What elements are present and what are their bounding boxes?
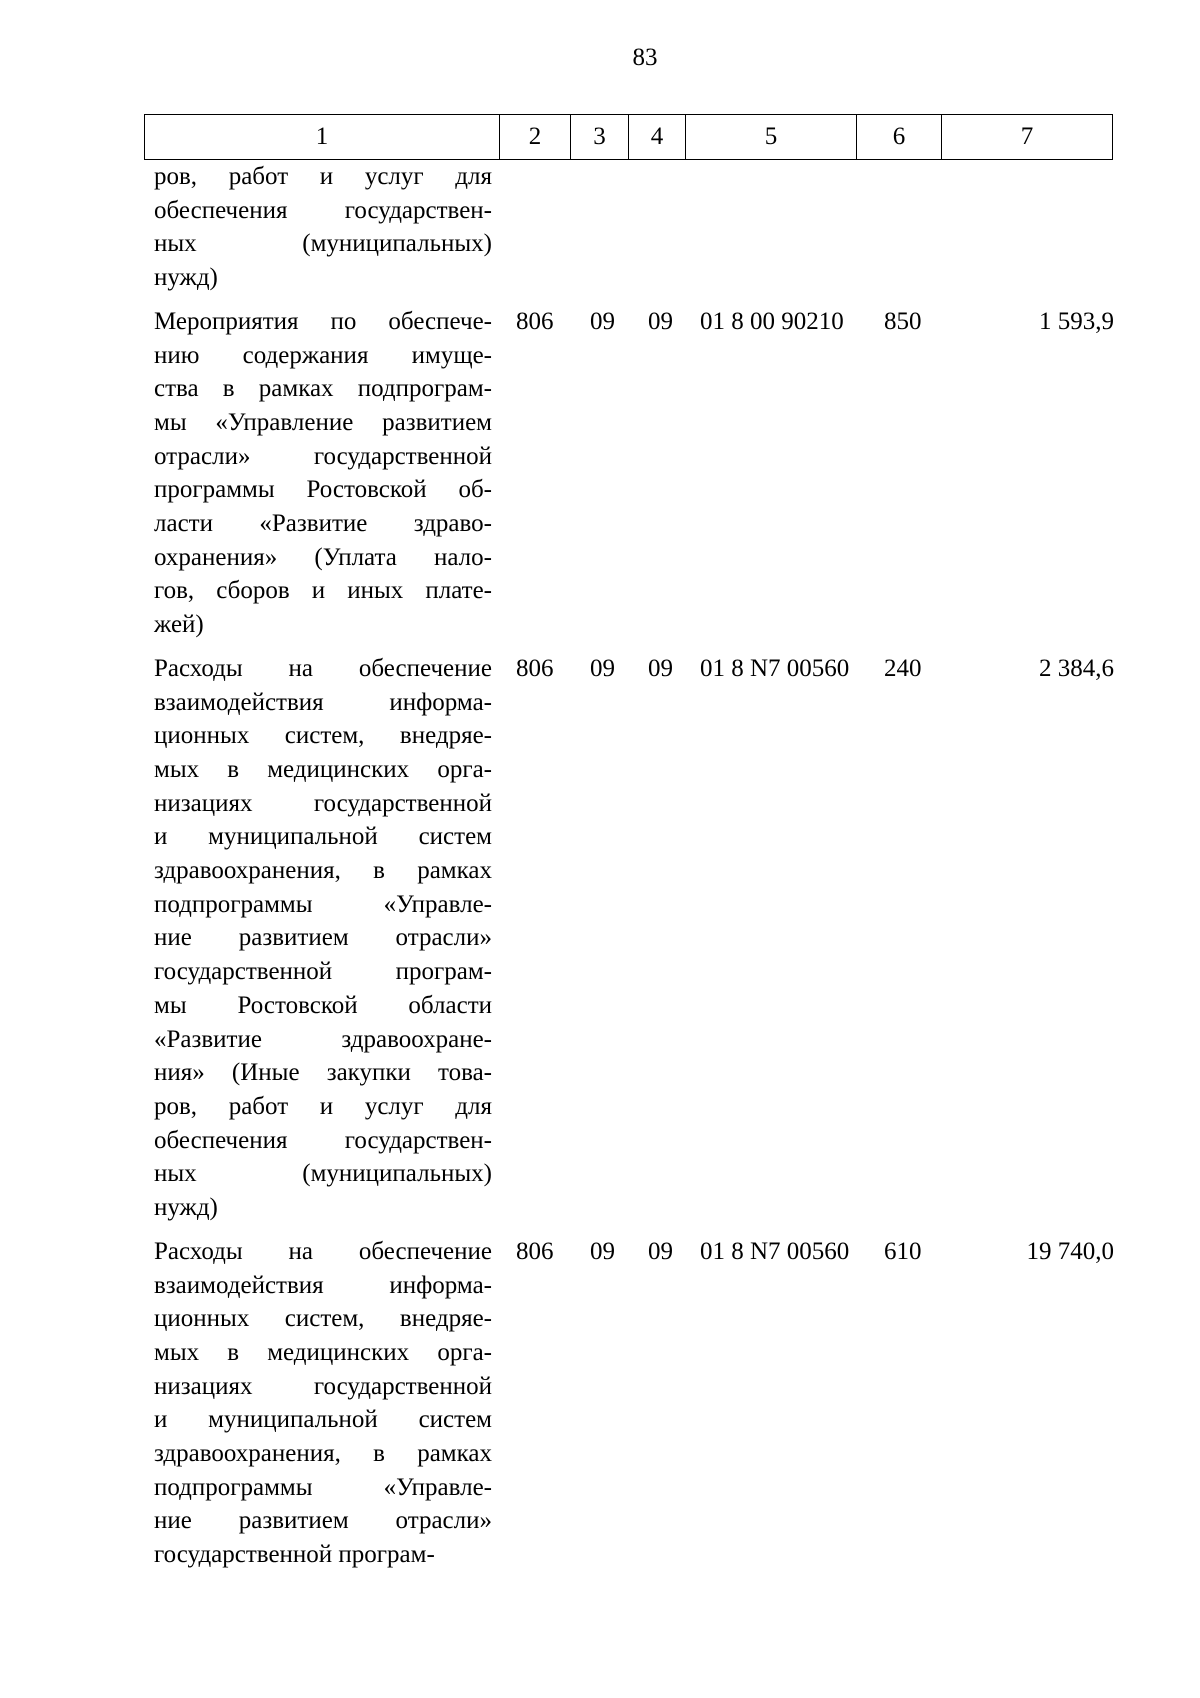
description-line: ства в рамках подпрограм- <box>154 375 492 403</box>
row-col-7: 1 593,9 <box>1039 307 1114 335</box>
description-line: мых в медицинских орга- <box>154 755 492 783</box>
header-col-1: 1 <box>145 115 500 160</box>
description-line: ров, работ и услуг для <box>154 1092 492 1120</box>
description-line: Расходы на обеспечение <box>154 654 492 682</box>
description-line: мы «Управление развитием <box>154 408 492 436</box>
description-line: здравоохранения, в рамках <box>154 857 492 885</box>
description-line: ние развитием отрасли» <box>154 1507 492 1535</box>
description-line: государственной програм- <box>154 958 492 986</box>
description-line: низациях государственной <box>154 1372 492 1400</box>
description-line: подпрограммы «Управле- <box>154 890 492 918</box>
row-col-6: 240 <box>884 654 922 682</box>
description-line: подпрограммы «Управле- <box>154 1473 492 1501</box>
description-line: взаимодействия информа- <box>154 688 492 716</box>
description-line: ров, работ и услуг для <box>154 163 492 190</box>
table-row <box>154 1235 1114 1572</box>
page-number: 83 <box>632 44 658 71</box>
description-line: охранения» (Уплата нало- <box>154 543 492 571</box>
description-line: обеспечения государствен- <box>154 196 492 224</box>
header-col-7: 7 <box>942 115 1113 160</box>
description-line: взаимодействия информа- <box>154 1271 492 1299</box>
row-col-7: 2 384,6 <box>1039 654 1114 682</box>
description-line: ционных систем, внедряе- <box>154 1305 492 1333</box>
description-line: гов, сборов и иных плате- <box>154 577 492 605</box>
row-description <box>154 305 492 642</box>
table-row <box>154 652 1114 1225</box>
row-col-7: 19 740,0 <box>1026 1237 1114 1265</box>
description-line: программы Ростовской об- <box>154 476 492 504</box>
header-col-3: 3 <box>571 115 629 160</box>
description-line: мых в медицинских орга- <box>154 1338 492 1366</box>
description-line: мы Ростовской области <box>154 991 492 1019</box>
header-col-6: 6 <box>857 115 942 160</box>
header-col-4: 4 <box>629 115 686 160</box>
description-line: ционных систем, внедряе- <box>154 722 492 750</box>
description-line: ния» (Иные закупки това- <box>154 1059 492 1087</box>
header-col-2: 2 <box>500 115 571 160</box>
row-col-5: 01 8 N7 00560 <box>700 654 850 682</box>
description-line: Расходы на обеспечение <box>154 1237 492 1265</box>
row-col-4: 09 <box>648 1237 673 1265</box>
description-line: нужд) <box>154 1194 218 1222</box>
description-line: ных (муниципальных) <box>154 1160 492 1188</box>
description-line: ласти «Развитие здраво- <box>154 510 492 538</box>
row-description <box>154 652 492 1225</box>
table-row <box>154 305 1114 642</box>
description-line: низациях государственной <box>154 789 492 817</box>
table-row <box>154 160 1114 295</box>
description-line: и муниципальной систем <box>154 1406 492 1434</box>
row-col-4: 09 <box>648 307 673 335</box>
table-body <box>154 160 1114 1582</box>
row-description <box>154 1235 492 1572</box>
row-col-4: 09 <box>648 654 673 682</box>
row-col-2: 806 <box>516 1237 554 1265</box>
description-line: здравоохранения, в рамках <box>154 1440 492 1468</box>
description-line: ние развитием отрасли» <box>154 924 492 952</box>
description-line: нию содержания имуще- <box>154 341 492 369</box>
row-col-2: 806 <box>516 654 554 682</box>
row-col-5: 01 8 00 90210 <box>700 307 844 335</box>
row-col-3: 09 <box>590 654 615 682</box>
row-description <box>154 160 492 295</box>
description-line: и муниципальной систем <box>154 823 492 851</box>
description-line: ных (муниципальных) <box>154 230 492 258</box>
row-col-3: 09 <box>590 1237 615 1265</box>
description-line: нужд) <box>154 264 218 292</box>
description-line: жей) <box>154 611 204 639</box>
description-line: отрасли» государственной <box>154 442 492 470</box>
description-line: «Развитие здравоохране- <box>154 1025 492 1053</box>
description-line: обеспечения государствен- <box>154 1126 492 1154</box>
row-col-2: 806 <box>516 307 554 335</box>
row-col-3: 09 <box>590 307 615 335</box>
description-line: государственной програм- <box>154 1541 435 1569</box>
description-line: Мероприятия по обеспече- <box>154 307 492 335</box>
row-col-6: 850 <box>884 307 922 335</box>
header-col-5: 5 <box>686 115 857 160</box>
table-header <box>144 114 1113 160</box>
row-col-6: 610 <box>884 1237 922 1265</box>
row-col-5: 01 8 N7 00560 <box>700 1237 850 1265</box>
